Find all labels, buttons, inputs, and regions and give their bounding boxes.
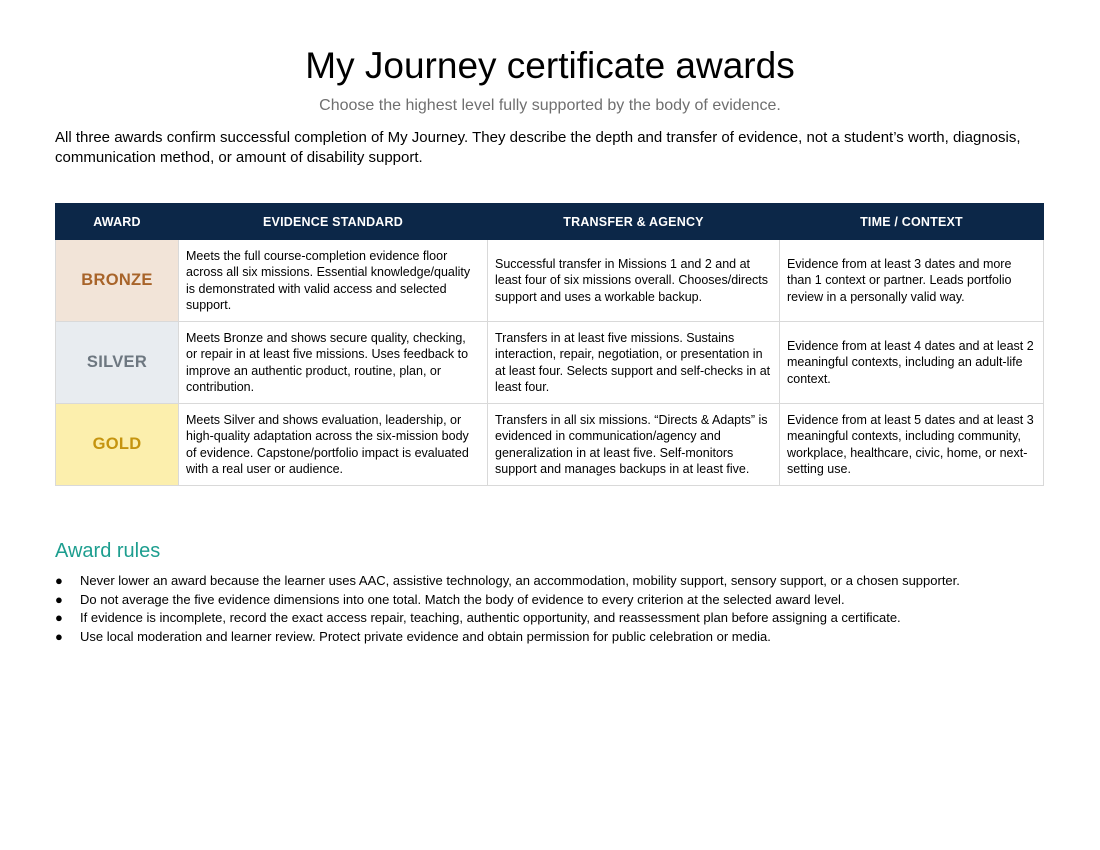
rule-text: If evidence is incomplete, record the exact access repair, teaching, authentic opportunity, and reassessment plan before assigning a certificate. bbox=[80, 610, 901, 625]
table-row-gold bbox=[56, 404, 1044, 486]
transfer-agency-cell: Transfers in at least five missions. Sustains interaction, repair, negotiation, or presentation in at least four. Selects support and self-checks in at least four. bbox=[488, 322, 780, 404]
list-item bbox=[55, 572, 1055, 591]
column-header-evidence-standard: EVIDENCE STANDARD bbox=[179, 204, 488, 240]
bullet-icon: ● bbox=[55, 610, 63, 625]
column-header-transfer-agency: TRANSFER & AGENCY bbox=[488, 204, 780, 240]
intro-paragraph: All three awards confirm successful completion of My Journey. They describe the depth and transfer of evidence, not a student’s worth, diagnosis, communication method, or amount of disability support. bbox=[55, 129, 1021, 166]
list-item bbox=[55, 591, 1055, 610]
time-context-cell: Evidence from at least 5 dates and at least 3 meaningful contexts, including community, workplace, healthcare, civic, home, or next-setting use. bbox=[780, 404, 1044, 486]
rule-text: Never lower an award because the learner uses AAC, assistive technology, an accommodation, mobility support, sensory support, or a chosen supporter. bbox=[80, 573, 960, 588]
award-rules-heading: Award rules bbox=[55, 540, 161, 562]
bullet-icon: ● bbox=[55, 573, 63, 588]
award-rules-list bbox=[55, 572, 1055, 646]
awards-table bbox=[55, 203, 1044, 486]
award-label-bronze: BRONZE bbox=[56, 240, 179, 322]
time-context-cell: Evidence from at least 3 dates and more than 1 context or partner. Leads portfolio review in a personally valid way. bbox=[780, 240, 1044, 322]
column-header-award: AWARD bbox=[56, 204, 179, 240]
rule-text: Do not average the five evidence dimensions into one total. Match the body of evidence to every criterion at the selected award level. bbox=[80, 591, 845, 607]
rule-text: Use local moderation and learner review. Protect private evidence and obtain permission for public celebration or media. bbox=[80, 628, 771, 644]
transfer-agency-cell: Transfers in all six missions. “Directs & Adapts” is evidenced in communication/agency and generalization in at least five. Self-monitors support and manages backups in at least five. bbox=[488, 404, 780, 486]
evidence-standard-cell: Meets Bronze and shows secure quality, checking, or repair in at least five missions. Uses feedback to improve an authentic product, routine, plan, or contribution. bbox=[179, 322, 488, 404]
table-row-silver bbox=[56, 322, 1044, 404]
evidence-standard-cell: Meets Silver and shows evaluation, leadership, or high-quality adaptation across the six-mission body of evidence. Capstone/portfolio impact is evaluated with a real user or audience. bbox=[179, 404, 488, 486]
column-header-time-context: TIME / CONTEXT bbox=[780, 204, 1044, 240]
page-subtitle: Choose the highest level fully supported by the body of evidence. bbox=[319, 97, 781, 114]
page-title: My Journey certificate awards bbox=[305, 45, 795, 86]
bullet-icon: ● bbox=[55, 591, 63, 607]
transfer-agency-cell: Successful transfer in Missions 1 and 2 and at least four of six missions overall. Chooses/directs support and uses a workable backup. bbox=[488, 240, 780, 322]
list-item bbox=[55, 609, 1055, 628]
bullet-icon: ● bbox=[55, 628, 63, 644]
award-label-silver: SILVER bbox=[56, 322, 179, 404]
award-label-gold: GOLD bbox=[56, 404, 179, 486]
table-row-bronze bbox=[56, 240, 1044, 322]
list-item bbox=[55, 628, 1055, 647]
evidence-standard-cell: Meets the full course-completion evidence floor across all six missions. Essential knowledge/quality is demonstrated with valid access and selected support. bbox=[179, 240, 488, 322]
table-header-row bbox=[56, 204, 1044, 240]
time-context-cell: Evidence from at least 4 dates and at least 2 meaningful contexts, including an adult-life context. bbox=[780, 322, 1044, 404]
